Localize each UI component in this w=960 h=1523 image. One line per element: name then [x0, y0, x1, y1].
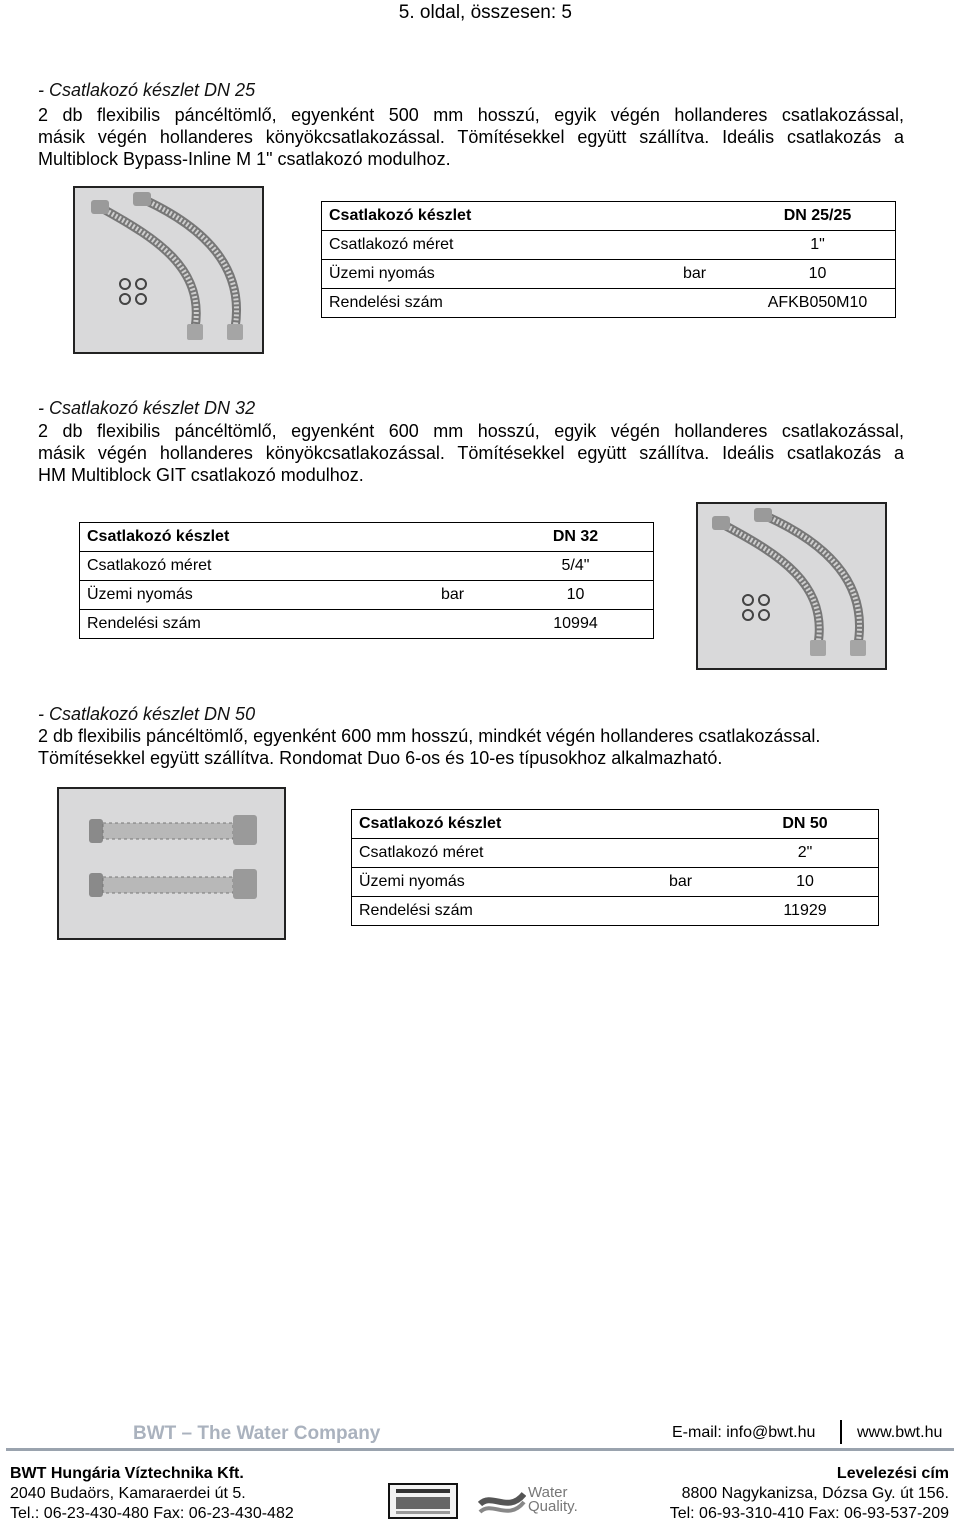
table-cell-unit [434, 523, 498, 552]
table-cell-unit [662, 897, 732, 926]
logo-word-water: Water [528, 1484, 568, 1501]
hose-photo-dn25 [73, 186, 264, 354]
hose-photo-dn32 [696, 502, 887, 670]
footer-address: 2040 Budaörs, Kamaraerdei út 5. [10, 1485, 246, 1502]
footer-phone: Tel.: 06-23-430-480 Fax: 06-23-430-482 [10, 1505, 294, 1522]
table-cell-label: Csatlakozó méret [322, 231, 677, 260]
text-line: Multiblock Bypass-Inline M 1" csatlakozó modulhoz. [38, 149, 451, 169]
section-text-dn32 [38, 420, 904, 486]
table-cell-label: Csatlakozó készlet [352, 810, 663, 839]
footer-website: www.bwt.hu [857, 1424, 943, 1441]
footer-email: E-mail: info@bwt.hu [672, 1424, 816, 1441]
table-cell-unit [662, 839, 732, 868]
table-row [352, 839, 879, 868]
spec-table-dn32 [79, 522, 654, 639]
table-cell-value: DN 25/25 [740, 202, 896, 231]
table-cell-value: 10994 [498, 610, 654, 639]
section-text-dn50 [38, 725, 904, 769]
table-cell-unit [676, 202, 740, 231]
footer-mail-title: Levelezési cím [836, 1465, 949, 1482]
section-heading-dn25: - Csatlakozó készlet DN 25 [38, 80, 256, 100]
table-row [322, 289, 896, 318]
table-cell-label: Rendelési szám [80, 610, 435, 639]
spec-table-dn25 [321, 201, 896, 318]
text-line: HM Multiblock GIT csatlakozó modulhoz. [38, 465, 364, 485]
table-cell-label: Csatlakozó készlet [322, 202, 677, 231]
table-cell-value: 5/4" [498, 552, 654, 581]
table-cell-value: 11929 [732, 897, 879, 926]
table-row [322, 202, 896, 231]
page-number [0, 2, 572, 24]
table-row [322, 260, 896, 289]
table-row [80, 552, 654, 581]
table-row [352, 897, 879, 926]
table-cell-label: Üzemi nyomás [80, 581, 435, 610]
table-row [80, 610, 654, 639]
table-row [80, 523, 654, 552]
table-cell-label: Csatlakozó méret [352, 839, 663, 868]
text-line: másik végén hollanderes könyökcsatlakozással. Tömítésekkel együtt szállítva. Ideális csatlakozás a [38, 127, 904, 147]
table-cell-label: Csatlakozó méret [80, 552, 435, 581]
table-cell-value: DN 32 [498, 523, 654, 552]
text-line: másik végén hollanderes könyökcsatlakozással. Tömítésekkel együtt szállítva. Ideális csatlakozás a [38, 443, 904, 463]
table-cell-unit [676, 231, 740, 260]
table-row [322, 231, 896, 260]
table-cell-unit: bar [676, 260, 740, 289]
table-cell-unit [662, 810, 732, 839]
footer-company: BWT Hungária Víztechnika Kft. [10, 1465, 244, 1482]
text-line: 2 db flexibilis páncéltömlő, egyenként 600 mm hosszú, mindkét végén hollanderes csatlakozással. [38, 726, 821, 746]
water-quality-logo [478, 1484, 578, 1520]
hose-illustration [75, 188, 262, 352]
section-heading-dn50: - Csatlakozó készlet DN 50 [38, 704, 256, 724]
table-cell-label: Üzemi nyomás [352, 868, 663, 897]
footer-divider [6, 1448, 954, 1451]
table-cell-value: 10 [740, 260, 896, 289]
table-cell-value: AFKB050M10 [740, 289, 896, 318]
footer-mail-address: 8800 Nagykanizsa, Dózsa Gy. út 156. [681, 1485, 949, 1502]
footer-mail-phone: Tel: 06-93-310-410 Fax: 06-93-537-209 [669, 1505, 949, 1522]
brand-tagline: BWT – The Water Company [133, 1423, 381, 1444]
page-number-text: 5. oldal, összesen: 5 [398, 2, 572, 23]
table-cell-value: 10 [498, 581, 654, 610]
section-heading-dn32: - Csatlakozó készlet DN 32 [38, 398, 256, 418]
text-line: Tömítésekkel együtt szállítva. Rondomat Duo 6-os és 10-es típusokhoz alkalmazható. [38, 748, 723, 768]
table-cell-label: Rendelési szám [322, 289, 677, 318]
table-cell-label: Csatlakozó készlet [80, 523, 435, 552]
table-cell-unit: bar [662, 868, 732, 897]
table-cell-unit [676, 289, 740, 318]
table-cell-unit [434, 552, 498, 581]
table-cell-label: Üzemi nyomás [322, 260, 677, 289]
certification-badge [388, 1483, 458, 1519]
table-row [80, 581, 654, 610]
spec-table-dn50 [351, 809, 879, 926]
table-cell-unit: bar [434, 581, 498, 610]
logo-word-quality: Quality. [528, 1498, 578, 1515]
table-row [352, 868, 879, 897]
text-line: 2 db flexibilis páncéltömlő, egyenként 600 mm hosszú, egyik végén hollanderes csatlakozással, [38, 421, 904, 441]
table-row [352, 810, 879, 839]
table-cell-value: 10 [732, 868, 879, 897]
section-text-dn25 [38, 104, 904, 170]
hose-photo-dn50 [57, 787, 286, 940]
text-line: 2 db flexibilis páncéltömlő, egyenként 500 mm hosszú, egyik végén hollanderes csatlakozással, [38, 105, 904, 125]
table-cell-value: DN 50 [732, 810, 879, 839]
water-drop-icon [478, 1484, 526, 1518]
footer-separator [840, 1420, 842, 1444]
hose-illustration [698, 504, 885, 668]
table-cell-unit [434, 610, 498, 639]
table-cell-label: Rendelési szám [352, 897, 663, 926]
table-cell-value: 1" [740, 231, 896, 260]
table-cell-value: 2" [732, 839, 879, 868]
hose-illustration [59, 789, 284, 938]
